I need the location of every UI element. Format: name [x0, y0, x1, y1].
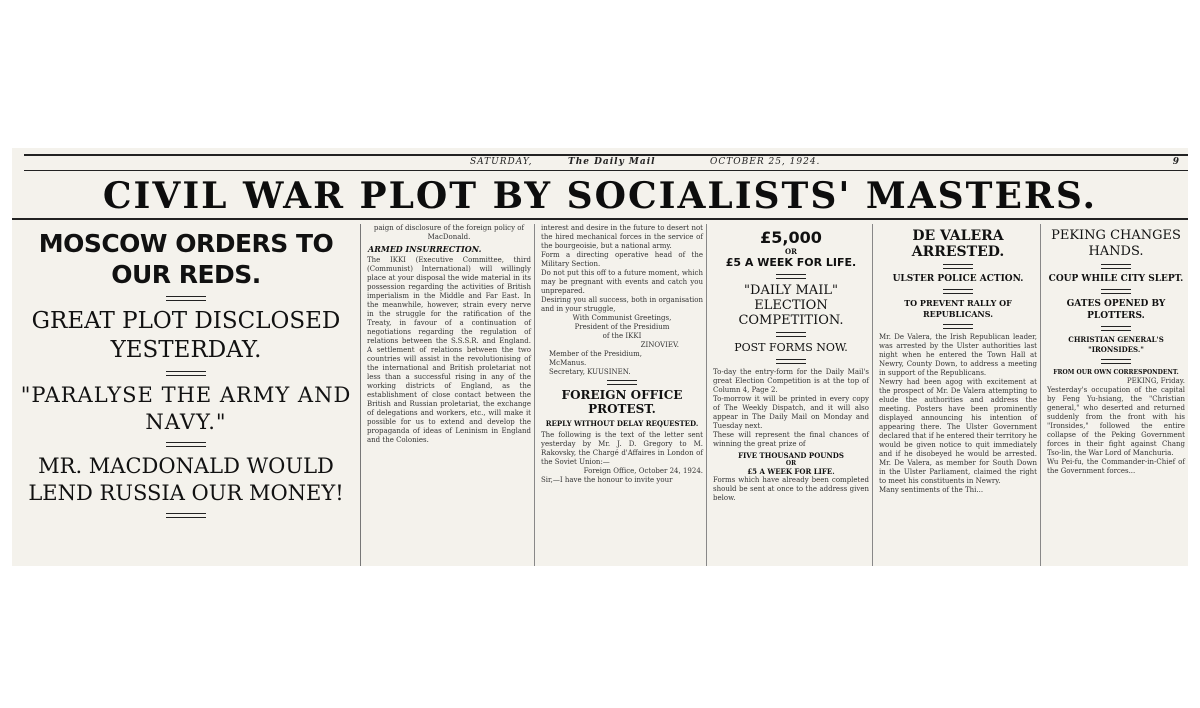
signature: of the IKKI [602, 332, 642, 340]
column-foreign-office [538, 224, 707, 566]
column-election-competition [710, 224, 873, 566]
divider [943, 289, 973, 294]
subhead-christian-general: CHRISTIAN GENERAL'S "IRONSIDES." [1068, 335, 1164, 354]
prize-text: £5 A WEEK FOR LIFE. [747, 467, 835, 476]
divider [776, 274, 806, 279]
subhead-reply-requested: REPLY WITHOUT DELAY REQUESTED. [545, 419, 699, 428]
signature: With Communist Greetings, [572, 314, 672, 322]
page-number: 9 [1172, 157, 1180, 167]
body-text: Foreign Office, October 24, 1924. [583, 467, 703, 475]
dateline [24, 154, 1188, 171]
subhead-prevent-rally: TO PREVENT RALLY OF REPUBLICANS. [904, 298, 1012, 319]
body-text: Wu Pei-fu, the Commander-in-Chief of the Government forces... [1047, 458, 1185, 475]
prize-or: OR [785, 460, 797, 467]
divider [776, 332, 806, 337]
body-text: To-day the entry-form for the Daily Mail's great Election Competition is at the top of Column 4, Page 2. [713, 368, 869, 394]
divider [1101, 289, 1131, 294]
body-text: Desiring you all success, both in organisation and in your struggle, [541, 296, 703, 313]
subhead-armed-insurrection: ARMED INSURRECTION. [368, 244, 482, 254]
body-text: Many sentiments of the Thi... [879, 486, 984, 494]
body-text: Yesterday's occupation of the capital by Feng Yu-hsiang, the "Christian general," who deserted and returned suddenly from the front with his "Ironsides," followed the entire collapse of the Peking Government forces in their fight against Chang Tso-lin, the War Lord of Manchuria. [1047, 386, 1185, 457]
signature: Secretary, KUUSINEN. [549, 368, 631, 376]
body-text: Sir,—I have the honour to invite your [541, 476, 673, 484]
newspaper-name: The Daily Mail [568, 157, 656, 167]
headline-foreign-office-protest: FOREIGN OFFICE PROTEST. [561, 388, 683, 416]
prize-amount: £5,000 [760, 228, 822, 247]
column-zinoviev-letter [364, 224, 535, 566]
headline-paralyse: "PARALYSE THE ARMY AND NAVY." [20, 383, 352, 434]
signature: President of the Presidium [574, 323, 670, 331]
column-peking [1044, 224, 1188, 566]
body-text: Mr. De Valera, the Irish Republican leader, was arrested by the Ulster authorities last night when he entered the Town Hall at Newry, County Down, to address a meeting in support of the Republicans. [879, 333, 1037, 377]
body-text: Newry had been agog with excitement at the prospect of Mr. De Valera attempting to elude the authorities and address the meeting. Posters have been prominently displayed announcing his intention of appearing there. The Ulster Government declared that if he entered their territory he would be given notice to quit immediately and if he disobeyed he would be arrested. Mr. De Valera, as member for South Down in the Ulster Parliament, claimed the right to meet his constituents in Newry. [879, 378, 1037, 485]
headline-de-valera: DE VALERA ARRESTED. [911, 228, 1005, 260]
body-text: paign of disclosure of the foreign policy of MacDonald. [373, 224, 525, 241]
prize-weekly: £5 A WEEK FOR LIFE. [725, 256, 857, 269]
subhead-gates-opened: GATES OPENED BY PLOTTERS. [1066, 299, 1166, 321]
headline-macdonald: MR. MACDONALD WOULD LEND RUSSIA OUR MONEY! [28, 454, 344, 505]
body-text: Forms which have already been completed should be sent at once to the address given below. [713, 476, 869, 502]
headline-post-forms: POST FORMS NOW. [734, 341, 848, 354]
body-text: These will represent the final chances of winning the great prize of [713, 431, 869, 448]
divider [1101, 326, 1131, 331]
subhead-coup: COUP WHILE CITY SLEPT. [1048, 274, 1184, 284]
headline-great-plot: GREAT PLOT DISCLOSED YESTERDAY. [31, 308, 341, 363]
subhead-ulster-police: ULSTER POLICE ACTION. [892, 274, 1024, 284]
newspaper-page [12, 148, 1188, 566]
divider [166, 513, 206, 518]
dateline-day: SATURDAY, [470, 157, 533, 167]
body-text: Form a directing operative head of the Military Section. [541, 251, 703, 268]
divider [776, 359, 806, 364]
column-de-valera [876, 224, 1041, 566]
headline-moscow-orders: MOSCOW ORDERS TO OUR REDS. [38, 229, 334, 289]
body-text: Do not put this off to a future moment, which may be pregnant with events and catch you unprepared. [541, 269, 703, 295]
body-text: The following is the text of the letter sent yesterday by Mr. J. D. Gregory to M. Rakovsky, the Chargé d'Affaires in London of the Soviet Union:— [541, 431, 703, 466]
signature: Member of the Presidium, [549, 350, 642, 358]
divider [166, 442, 206, 447]
divider [1101, 359, 1131, 364]
signature: McManus. [549, 359, 587, 367]
prize-or: OR [785, 247, 797, 256]
divider [166, 371, 206, 376]
divider [943, 324, 973, 329]
divider [1101, 264, 1131, 269]
signature: ZINOVIEV. [640, 341, 679, 349]
divider [943, 264, 973, 269]
headline-peking: PEKING CHANGES HANDS. [1051, 228, 1181, 259]
divider [607, 380, 637, 385]
body-text: The IKKI (Executive Committee, third (Communist) International) will willingly place at your disposal the wide material in its possession regarding the activities of British imperialism in the Middle and Far East. In the meanwhile, however, strain every nerve in the struggle for the ratification of the Treaty, in favour of a continuation of negotiations regarding the regulation of relations between the S.S.S.R. and England. A settlement of relations between the two countries will assist in the revolutionising of the international and British proletariat not less than a successful rising in any of the working districts of England, as the establishment of close contact between the British and Russian proletariat, the exchange of delegations and workers, etc., will make it possible for us to extend and develop the propaganda of ideas of Leninism in England and the Colonies. [367, 256, 531, 444]
dateline-date: OCTOBER 25, 1924. [710, 157, 821, 167]
body-text: interest and desire in the future to desert not the hired mechanical forces in the service of the bourgeoisie, but a national army. [541, 224, 703, 250]
column-moscow-orders [12, 224, 361, 566]
prize-text: FIVE THOUSAND POUNDS [738, 451, 844, 460]
headline-election-competition: "DAILY MAIL" ELECTION COMPETITION. [738, 283, 844, 328]
main-headline: CIVIL WAR PLOT BY SOCIALISTS' MASTERS. [12, 174, 1188, 220]
body-text: To-morrow it will be printed in every copy of The Weekly Dispatch, and it will also appear in The Daily Mail on Monday and Tuesday next. [713, 395, 869, 430]
byline: FROM OUR OWN CORRESPONDENT. [1053, 369, 1179, 376]
divider [166, 296, 206, 301]
dateline-peking: PEKING, Friday. [1126, 377, 1185, 385]
